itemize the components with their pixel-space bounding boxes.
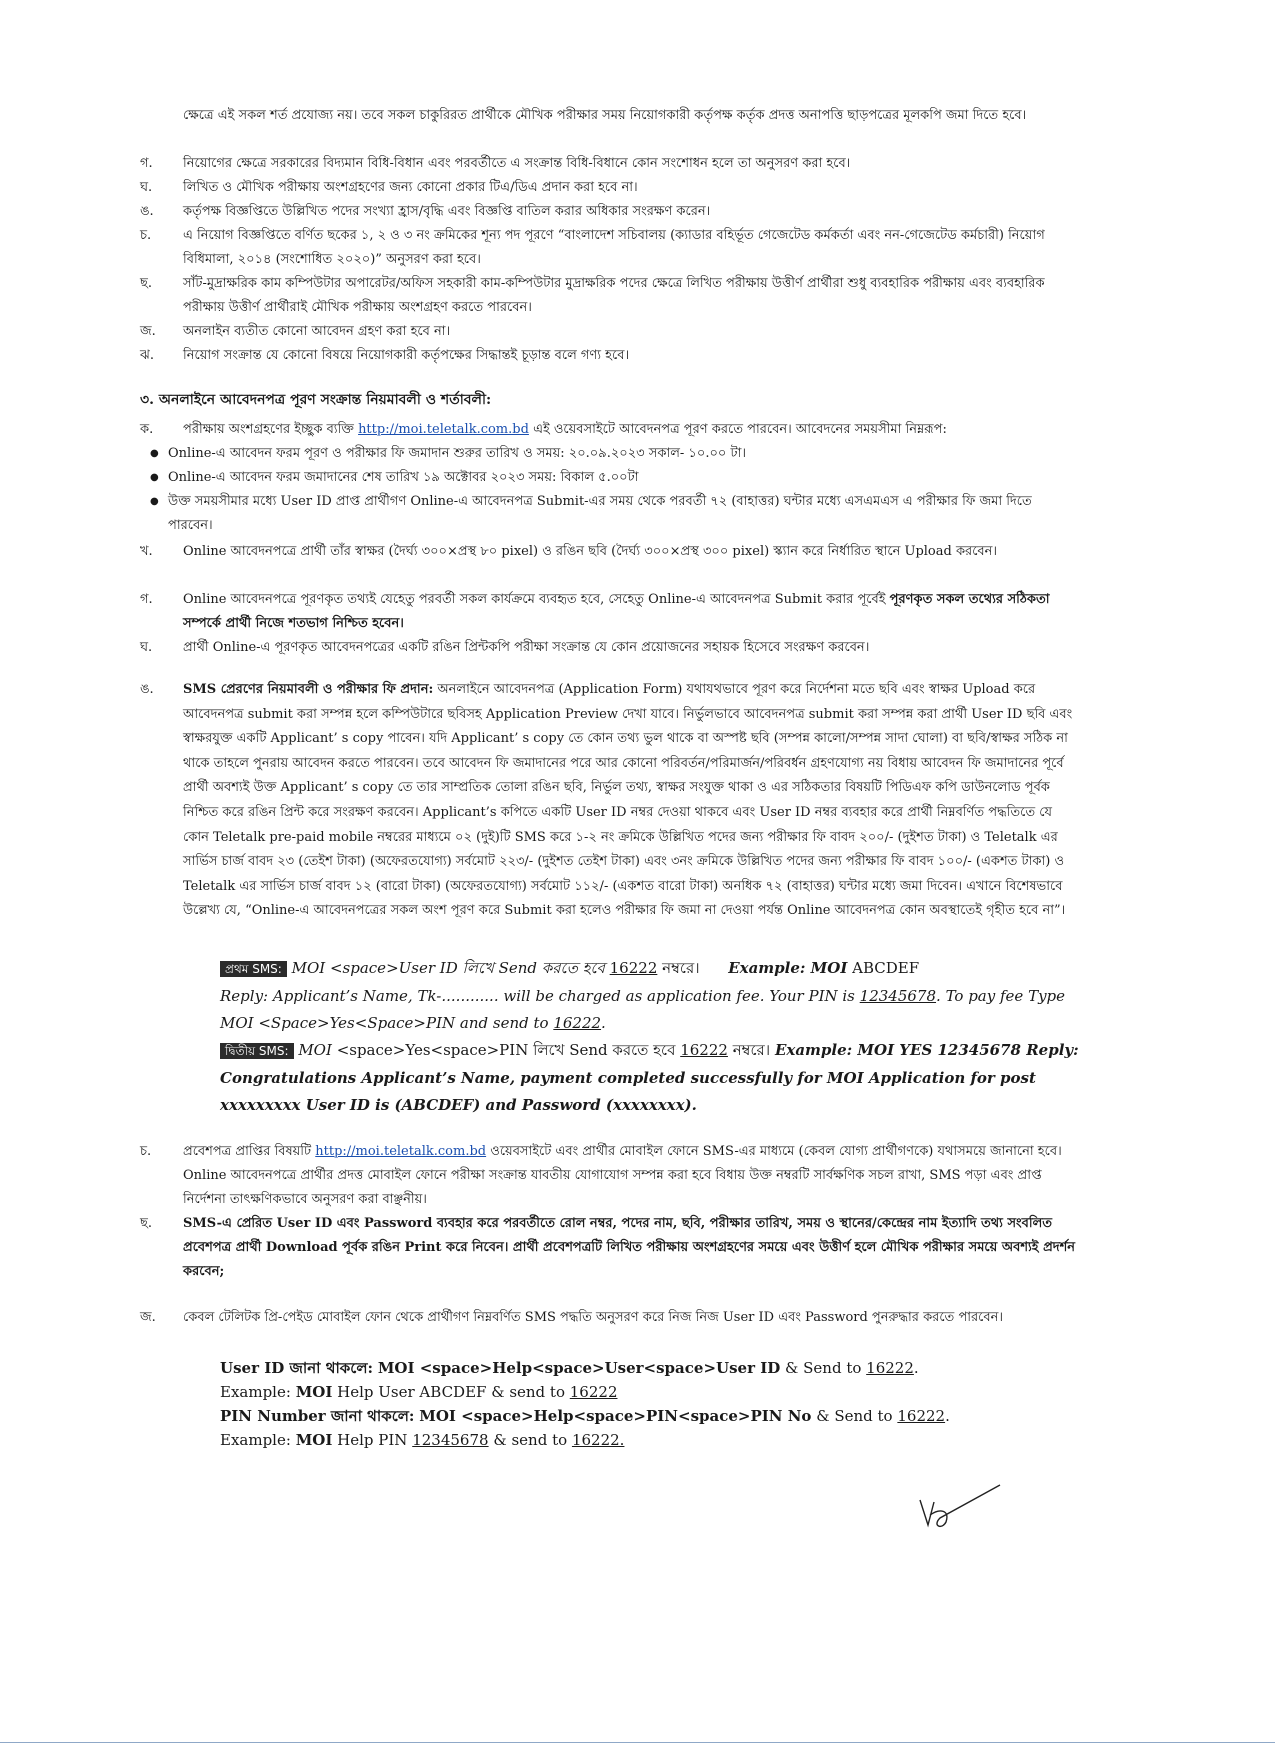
recovery-line-4 [220,1428,1080,1452]
item-text: প্রার্থী Online-এ পূরণকৃত আবেদনপত্রের একটি রঙিন প্রিন্টকপি পরীক্ষা সংক্রান্ত যে কোন প্রয়োজনের সহায়ক হিসেবে সংরক্ষণ করবেন। [183,640,870,655]
first-sms-suffix: নম্বরে। [662,959,700,977]
ga-bold-text: পূরণকৃত সকল তথ্যের সঠিকতা সম্পর্কে প্রার্থী নিজে শতভাগ নিশ্চিত হবেন। [183,592,1050,631]
second-example: Example: MOI YES 12345678 Reply: Congratulations Applicant’s Name, payment completed successfully for MOI Application for post xxxxxxxxx User ID is (ABCDEF) and Password (xxxxxxxx). [220,1041,1079,1114]
item-label: ঙ. [140,204,154,219]
cha-text-b: ওয়েবসাইটে এবং প্রার্থীর মোবাইল ফোনে SMS-এর মাধ্যমে (কেবল যোগ্য প্রার্থীগণকে) যথাসময়ে জানানো হবে। Online আবেদনপত্রে প্রার্থীর প্রদত্ত মোবাইল ফোনে পরীক্ষা সংক্রান্ত যাবতীয় যোগাযোগ সম্পন্ন করা হবে বিধায় উক্ত নম্বরটি সার্বক্ষণিক সচল রাখা, SMS পড়া এবং প্রাপ্ত নির্দেশনা তাৎক্ষণিকভাবে অনুসরণ করা বাঞ্ছনীয়। [183,1144,1062,1207]
item-label: ঘ. [140,180,153,195]
reply-number: 16222 [553,1014,602,1032]
item-text: SMS-এ প্রেরিত User ID এবং Password ব্যবহার করে পরবর্তীতে রোল নম্বর, পদের নাম, ছবি, পরীক্ষার তারিখ, সময় ও স্থানের/কেন্দ্রের নাম ইত্যাদি তথ্য সংবলিত প্রবেশপত্র প্রার্থী Download পূর্বক রঙিন Print করে নিবেন। প্রার্থী প্রবেশপত্রটি লিখিত পরীক্ষায় অংশগ্রহণের সময়ে এবং উত্তীর্ণ হলে মৌখিক পরীক্ষার সময়ে অবশ্যই প্রদর্শন করবেন; [183,1216,1076,1279]
first-sms-tag: প্রথম SMS: [220,961,287,977]
ka-text-before: পরীক্ষায় অংশগ্রহণের ইচ্ছুক ব্যক্তি [183,422,354,437]
item-label: জ. [140,324,156,339]
ga-text: Online আবেদনপত্রে পূরণকৃত তথ্যই যেহেতু পরবর্তী সকল কার্যক্রমে ব্যবহৃত হবে, সেহেতু Online-এ আবেদনপত্র Submit করার পূর্বেই [183,592,886,607]
first-reply: Reply: Applicant’s Name, Tk-............ will be charged as application fee. Your PIN is 12345678. To pay fee Type MOI <Space>Yes<Space>PIN and send to 16222. [220,987,1066,1032]
reply-pin: 12345678 [859,987,937,1005]
item-label: ঝ. [140,348,154,363]
item-label: গ. [140,592,153,607]
recovery-l4-a: Example: [220,1431,291,1449]
recovery-l2-c: Help User ABCDEF & send to [337,1383,565,1401]
item-text: লিখিত ও মৌখিক পরীক্ষায় অংশগ্রহণের জন্য কোনো প্রকার টিএ/ডিএ প্রদান করা হবে না। [183,180,638,195]
item-text: সাঁট-মুদ্রাক্ষরিক কাম কম্পিউটার অপারেটর/অফিস সহকারী কাম-কম্পিউটার মুদ্রাক্ষরিক পদের ক্ষেত্রে লিখিত পরীক্ষায় উত্তীর্ণ প্রার্থীরা শুধু ব্যবহারিক পরীক্ষায় এবং ব্যবহারিক পরীক্ষায় উত্তীর্ণ প্রার্থীরাই মৌখিক পরীক্ষায় অংশগ্রহণ করতে পারবেন। [183,276,1045,315]
teletalk-link[interactable]: http://moi.teletalk.com.bd [358,422,529,437]
recovery-l2-b: MOI [295,1383,333,1401]
recovery-l1-b: MOI <space>Help<space>User<space>User ID [377,1359,781,1377]
first-example-value: ABCDEF [852,959,920,977]
sms-instructions [220,955,1080,1119]
item-text: ক্ষেত্রে এই সকল শর্ত প্রযোজ্য নয়। তবে সকল চাকুরিরত প্রার্থীকে মৌখিক পরীক্ষার সময় নিয়োগকারী কর্তৃপক্ষ কর্তৃক প্রদত্ত অনাপত্তি ছাড়পত্রের মূলকপি জমা দিতে হবে। [183,108,1027,123]
recovery-l1-num: 16222 [866,1359,914,1377]
list-item: ● Online-এ আবেদন ফরম পূরণ ও পরীক্ষার ফি জমাদান শুরুর তারিখ ও সময়: ২০.০৯.২০২৩ সকাল- ১০.০০ টা। [150,442,1080,466]
recovery-line-3: PIN Number জানা থাকলে: MOI <space>Help<space>PIN<space>PIN No & Send to 16222. [220,1407,950,1425]
item-text: নিয়োগের ক্ষেত্রে সরকারের বিদ্যমান বিধি-বিধান এবং পরবর্তীতে এ সংক্রান্ত বিধি-বিধানে কোন সংশোধন হলে তা অনুসরণ করা হবে। [183,156,851,171]
list-item: ● Online-এ আবেদন ফরম জমাদানের শেষ তারিখ ১৯ অক্টোবর ২০২৩ সময়: বিকাল ৫.০০টা [150,466,1080,490]
second-sms-suffix: নম্বরে। [732,1041,771,1059]
recovery-line-1: User ID জানা থাকলে: MOI <space>Help<space>User<space>User ID & Send to 16222. [220,1359,919,1377]
reply-text-b: . To pay fee Type MOI <Space>Yes<Space>PIN and send to [220,987,1066,1032]
item-label: খ. [140,544,153,559]
item-label: ক. [140,422,154,437]
recovery-line-2 [220,1380,1080,1404]
second-sms-cmd-a: MOI [298,1041,332,1059]
teletalk-link-2[interactable]: http://moi.teletalk.com.bd [315,1144,487,1159]
first-sms-cmd: MOI <space>User ID লিখে Send করতে হবে [291,959,605,977]
item-label: গ. [140,156,153,171]
item-text: কেবল টেলিটক প্রি-পেইড মোবাইল ফোন থেকে প্রার্থীগণ নিম্নবর্ণিত SMS পদ্ধতি অনুসরণ করে নিজ নিজ User ID এবং Password পুনরুদ্ধার করতে পারবেন। [183,1310,1004,1325]
recovery-l1-a: User ID জানা থাকলে: [220,1359,374,1377]
ka-text-after: এই ওয়েবসাইটে আবেদনপত্র পূরণ করতে পারবেন। আবেদনের সময়সীমা নিম্নরূপ: [533,422,947,437]
recovery-l1-c: & Send to [785,1359,862,1377]
recovery-l4-d: & send to [493,1431,568,1449]
item-text: নিয়োগ সংক্রান্ত যে কোনো বিষয়ে নিয়োগকারী কর্তৃপক্ষের সিদ্ধান্তই চূড়ান্ত বলে গণ্য হবে। [183,348,630,363]
item-text: কর্তৃপক্ষ বিজ্ঞপ্তিতে উল্লিখিত পদের সংখ্যা হ্রাস/বৃদ্ধি এবং বিজ্ঞপ্তি বাতিল করার অধিকার সংরক্ষণ করেন। [183,204,711,219]
item-label: জ. [140,1310,156,1325]
item-text: অনলাইন ব্যতীত কোনো আবেদন গ্রহণ করা হবে না। [183,324,451,339]
first-sms-line [220,955,1080,983]
item-label: চ. [140,1144,152,1159]
deadline-list [150,442,1080,538]
item-text [183,588,1080,636]
signature-icon [910,1480,1010,1540]
item-label: ঘ. [140,640,153,655]
recovery-l4-num: 16222. [571,1431,625,1449]
section-heading: ৩. অনলাইনে আবেদনপত্র পূরণ সংক্রান্ত নিয়মাবলী ও শর্তাবলী: [140,392,492,408]
item-text [183,678,1080,924]
bottom-divider [0,1742,1275,1743]
recovery-l4-c: Help PIN [337,1431,408,1449]
reply-text: Reply: Applicant’s Name, Tk-............ will be charged as application fee. Your PIN is [220,987,855,1005]
item-label: ছ. [140,276,153,291]
sms-rules-title: SMS প্রেরণের নিয়মাবলী ও পরীক্ষার ফি প্রদান: [183,682,434,697]
recovery-l3-b: MOI <space>Help<space>PIN<space>PIN No [419,1407,812,1425]
item-text [183,418,1080,442]
recovery-l3-c: & Send to [816,1407,893,1425]
item-text: এ নিয়োগ বিজ্ঞপ্তিতে বর্ণিত ছকের ১, ২ ও ৩ নং ক্রমিকের শূন্য পদ পূরণে “বাংলাদেশ সচিবালয় (ক্যাডার বহির্ভূত গেজেটেড কর্মকর্তা এবং নন-গেজেটেড কর্মচারী) নিয়োগ বিধিমালা, ২০১৪ (সংশোধিত ২০২০)” অনুসরণ করা হবে। [183,228,1045,267]
item-label: চ. [140,228,152,243]
item-label: ছ. [140,1216,153,1231]
recovery-l4-pin: 12345678 [412,1431,489,1449]
recovery-l2-a: Example: [220,1383,291,1401]
cha-text-a: প্রবেশপত্র প্রাপ্তির বিষয়টি [183,1144,312,1159]
recovery-l2-num: 16222 [569,1383,618,1401]
recovery-l3-num: 16222 [897,1407,946,1425]
first-example-label: Example: MOI [728,959,848,977]
first-sms-number: 16222 [609,959,658,977]
list-item: ● উক্ত সময়সীমার মধ্যে User ID প্রাপ্ত প্রার্থীগণ Online-এ আবেদনপত্র Submit-এর সময় থেকে পরবর্তী ৭২ (বাহাত্তর) ঘন্টার মধ্যে এসএমএস এ পরীক্ষার ফি জমা দিতে পারবেন। [150,490,1080,538]
recovery-instructions [220,1356,1080,1452]
second-sms-cmd-b: <space>Yes<space>PIN লিখে Send করতে হবে [336,1041,676,1059]
recovery-l3-a: PIN Number জানা থাকলে: [220,1407,415,1425]
sms-rules-text: অনলাইনে আবেদনপত্র (Application Form) যথাযথভাবে পূরণ করে নির্দেশনা মতে ছবি এবং স্বাক্ষর Upload করে আবেদনপত্র submit করা সম্পন্ন হলে কম্পিউটারে ছবিসহ Application Preview দেখা যাবে। নির্ভুলভাবে আবেদনপত্র submit করা সম্পন্ন করা প্রার্থী User ID ছবি এবং স্বাক্ষরযুক্ত একটি Applicant’ s copy পাবেন। যদি Applicant’ s copy তে কোন তথ্য ভুল থাকে বা অস্পষ্ট ছবি (সম্পন্ন কালো/সম্পন্ন সাদা ঘোলা) বা ছবি/স্বাক্ষর সঠিক না থাকে তাহলে পুনরায় আবেদন করতে পারবেন। তবে আবেদন ফি জমাদানের পরে আর কোনো পরিবর্তন/পরিমার্জন/পরিবর্ধন গ্রহণযোগ্য নয় বিধায় আবেদন ফি জমাদানের পূর্বে প্রার্থী অবশ্যই উক্ত Applicant’ s copy তে তার সাম্প্রতিক তোলা রঙিন ছবি, নির্ভুল তথ্য, স্বাক্ষর সংযুক্ত থাকা ও এর সঠিকতার বিষয়টি পিডিএফ কপি ডাউনলোড পূর্বক নিশ্চিত করে রঙিন প্রিন্ট করে সংরক্ষণ করবেন। Applicant’s কপিতে একটি User ID নম্বর দেওয়া থাকবে এবং User ID নম্বর ব্যবহার করে প্রার্থী নিম্নবর্ণিত পদ্ধতিতে যে কোন Teletalk pre-paid mobile নম্বরের মাধ্যমে ০২ (দুই)টি SMS করে ১-২ নং ক্রমিকে উল্লিখিত পদের জন্য পরীক্ষার ফি বাবদ ২০০/- (দুইশত টাকা) ও Teletalk এর সার্ভিস চার্জ বাবদ ২৩ (তেইশ টাকা) (অফেরতযোগ্য) সর্বমোট ২২৩/- (দুইশত তেইশ টাকা) এবং ৩নং ক্রমিকে উল্লিখিত পদের জন্য পরীক্ষার ফি বাবদ ১০০/- (একশত টাকা) ও Teletalk এর সার্ভিস চার্জ বাবদ ১২ (বারো টাকা) (অফেরতযোগ্য) সর্বমোট ১১২/- (একশত বারো টাকা) অনধিক ৭২ (বাহাত্তর) ঘন্টার মধ্যে জমা দিবেন। এখানে বিশেষভাবে উল্লেখ্য যে, “Online-এ আবেদনপত্রের সকল অংশ পূরণ করে Submit করা হলেও পরীক্ষার ফি জমা না দেওয়া পর্যন্ত Online আবেদনপত্র কোন অবস্থাতেই গৃহীত হবে না”। [183,682,1073,919]
item-text: Online আবেদনপত্রে প্রার্থী তাঁর স্বাক্ষর (দৈর্ঘ্য ৩০০×প্রস্থ ৮০ pixel) ও রঙিন ছবি (দৈর্ঘ্য ৩০০×প্রস্থ ৩০০ pixel) স্ক্যান করে নির্ধারিত স্থানে Upload করবেন। [183,544,998,559]
second-sms-number: 16222 [680,1041,728,1059]
second-sms-line [220,1037,1080,1119]
second-sms-tag: দ্বিতীয় SMS: [220,1043,294,1059]
recovery-l4-b: MOI [295,1431,333,1449]
item-label: ঙ. [140,682,154,697]
item-text [183,1140,1080,1212]
